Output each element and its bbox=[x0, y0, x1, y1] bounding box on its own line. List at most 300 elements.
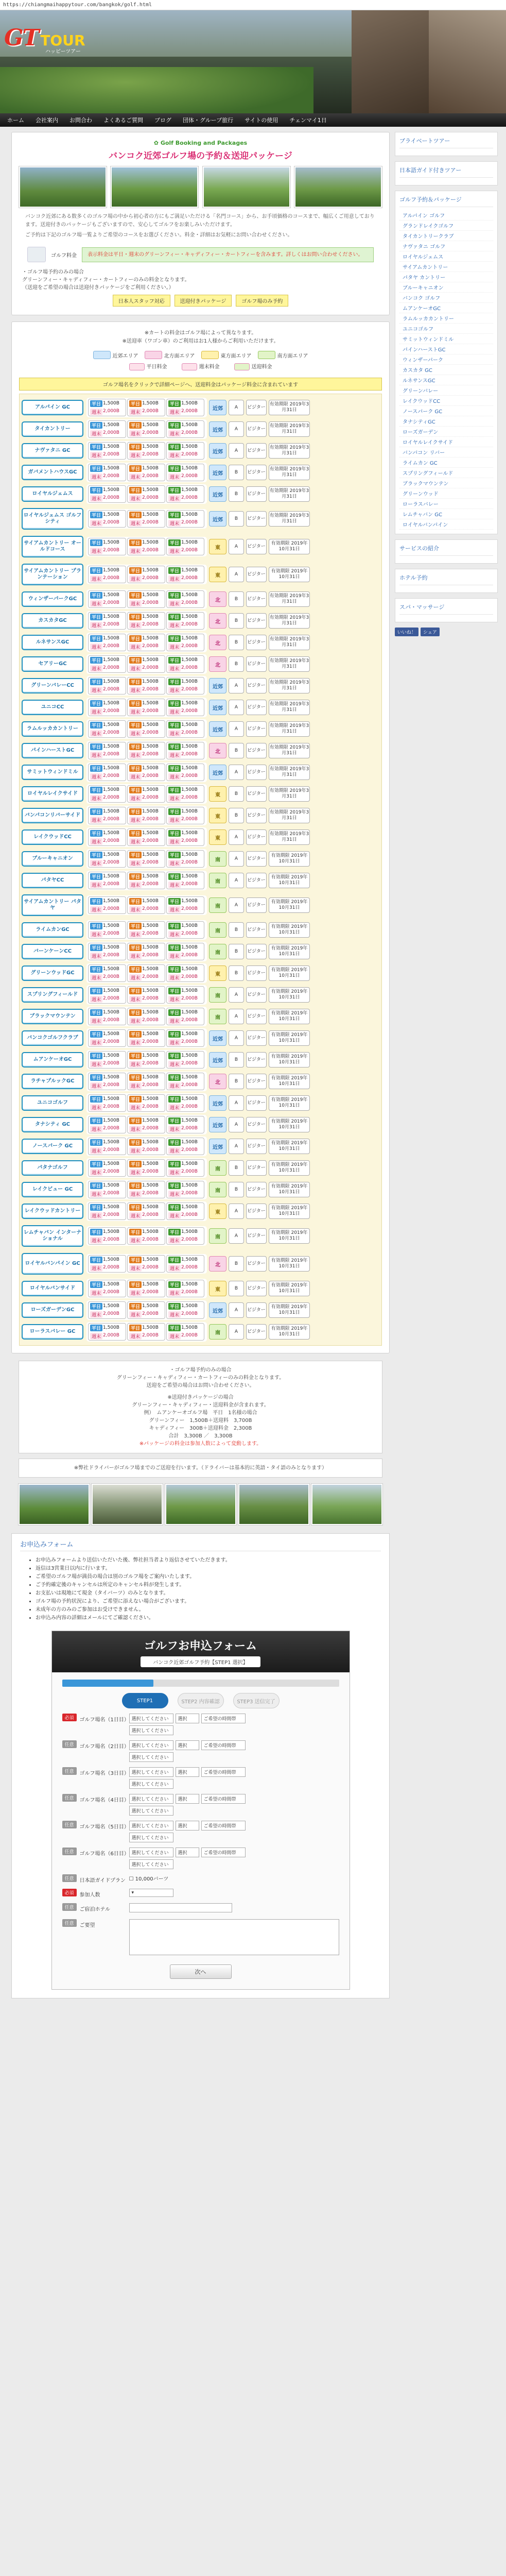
sidebar-item[interactable]: ローラスバレー bbox=[399, 499, 493, 509]
price-weekend: 2,000B bbox=[181, 1147, 198, 1153]
nav-item[interactable]: チェンマイ1日 bbox=[289, 117, 327, 124]
sidebar-item[interactable]: ウィンザーパーク bbox=[399, 354, 493, 365]
price-weekend-tag: 週末 bbox=[168, 643, 181, 650]
site-logo[interactable] bbox=[4, 25, 85, 55]
price-weekday-tag: 平日 bbox=[129, 1325, 142, 1331]
price-weekday-tag: 平日 bbox=[90, 635, 102, 642]
sidebar-item[interactable]: グランドレイクゴルフ bbox=[399, 221, 493, 231]
tee-select[interactable]: 選択してください bbox=[129, 1859, 173, 1869]
price-weekday: 1,500B bbox=[103, 874, 119, 879]
expiry-date: 有効期限 2019年3月31日 bbox=[269, 700, 310, 715]
price-cell bbox=[127, 1255, 165, 1273]
price-group bbox=[86, 985, 207, 1005]
price-weekend-tag: 週末 bbox=[129, 1147, 142, 1154]
sidebar-item[interactable]: ロイヤルレイクサイド bbox=[399, 437, 493, 447]
golf-course-select[interactable]: 選択してください bbox=[129, 1848, 173, 1857]
price-weekday-tag: 平日 bbox=[129, 592, 142, 599]
club-name-button[interactable]: セアリーGC bbox=[22, 656, 83, 672]
sidebar-item[interactable]: カスカタ GC bbox=[399, 365, 493, 375]
tab-plan[interactable]: 日本人スタッフ対応 bbox=[113, 295, 170, 307]
expiry-date: 有効期限 2019年10月31日 bbox=[269, 1117, 310, 1132]
golf-course-select[interactable]: 選択してください bbox=[129, 1767, 173, 1777]
club-name-button[interactable]: バンパコンリバーサイド bbox=[22, 808, 83, 823]
club-name-button[interactable]: レムチャバン インターナショナル bbox=[22, 1225, 83, 1247]
sidebar-item[interactable]: ブラックマウンテン bbox=[399, 478, 493, 488]
social-buttons bbox=[395, 628, 498, 636]
price-weekday-tag: 平日 bbox=[90, 614, 102, 620]
request-textarea[interactable] bbox=[129, 1919, 339, 1955]
tab-plan[interactable]: ゴルフ場のみ予約 bbox=[236, 295, 288, 307]
rank-badge: A bbox=[229, 1324, 244, 1340]
sidebar-item[interactable]: サミットウィンドミル bbox=[399, 334, 493, 344]
club-name-button[interactable]: グリーンウッドGC bbox=[22, 965, 83, 981]
tee-select[interactable]: 選択してください bbox=[129, 1806, 173, 1816]
address-bar[interactable]: https://chiangmaihappytour.com/bangkok/golf.html bbox=[0, 0, 506, 10]
price-weekend-tag: 週末 bbox=[129, 548, 142, 554]
date-select[interactable]: 選択 bbox=[176, 1821, 199, 1831]
gallery-photo-2 bbox=[92, 1484, 163, 1525]
rank-badge: B bbox=[229, 1052, 244, 1067]
price-weekend: 2,000B bbox=[142, 773, 159, 778]
sidebar-item[interactable]: ロイヤルバンパイン bbox=[399, 519, 493, 530]
price-weekday-tag: 平日 bbox=[129, 422, 142, 429]
tee-select[interactable]: 選択してください bbox=[129, 1779, 173, 1789]
club-name-button[interactable]: パタヤCC bbox=[22, 873, 83, 888]
sidebar-heading[interactable]: ブライベートツアー bbox=[399, 137, 493, 148]
club-name-button[interactable]: ロイヤルバンサイド bbox=[22, 1281, 83, 1296]
price-weekend-tag: 週末 bbox=[90, 430, 102, 437]
club-name-button[interactable]: ルネサンスGC bbox=[22, 635, 83, 650]
member-type: ビジター bbox=[246, 539, 267, 554]
price-cell bbox=[166, 1202, 204, 1220]
price-group bbox=[86, 1158, 207, 1178]
price-weekend-tag: 週末 bbox=[90, 860, 102, 867]
price-weekday: 1,500B bbox=[142, 899, 159, 904]
price-weekday: 1,500B bbox=[181, 1053, 198, 1058]
club-name-button[interactable]: ウィンザーパークGC bbox=[22, 591, 83, 607]
price-cell bbox=[166, 1323, 204, 1341]
club-name-button[interactable]: ラムルッカカントリー bbox=[22, 721, 83, 737]
time-select[interactable]: ご希望の時間帯 bbox=[201, 1740, 246, 1750]
price-cell bbox=[88, 1202, 126, 1220]
price-cell bbox=[88, 943, 126, 960]
sidebar-item[interactable]: バンパコン リバー bbox=[399, 447, 493, 457]
sidebar-heading[interactable]: 日本語ガイド付きツアー bbox=[399, 166, 493, 178]
price-weekend-tag: 週末 bbox=[129, 1126, 142, 1132]
price-weekend: 2,000B bbox=[103, 1333, 119, 1338]
price-weekend: 2,000B bbox=[181, 1265, 198, 1270]
sidebar-item[interactable]: ナヴァタニ ゴルフ bbox=[399, 241, 493, 251]
price-group bbox=[86, 611, 207, 631]
form-section-title: お申込みフォーム bbox=[20, 1539, 381, 1551]
price-weekday: 1,500B bbox=[142, 809, 159, 814]
nav-item[interactable]: ブログ bbox=[154, 117, 171, 124]
price-weekend: 2,000B bbox=[103, 1061, 119, 1066]
guide-checkbox[interactable]: ☐ bbox=[129, 1876, 135, 1882]
table-row bbox=[22, 533, 379, 560]
golf-course-select[interactable]: 選択してください bbox=[129, 1714, 173, 1723]
table-row bbox=[22, 1300, 379, 1320]
rank-badge: A bbox=[229, 851, 244, 867]
sidebar-item[interactable]: ユニコゴルフ bbox=[399, 324, 493, 334]
price-weekday: 1,500B bbox=[142, 923, 159, 928]
price-weekend-tag: 週末 bbox=[168, 996, 181, 1003]
price-weekday: 1,500B bbox=[142, 831, 159, 836]
price-group bbox=[86, 589, 207, 609]
price-weekend: 2,000B bbox=[142, 520, 159, 525]
golf-course-select[interactable]: 選択してください bbox=[129, 1821, 173, 1831]
required-badge: 任意 bbox=[62, 1794, 77, 1802]
info-line: 合計 3,300B ／ 3,300B bbox=[168, 1433, 233, 1439]
price-weekend-tag: 週末 bbox=[90, 882, 102, 888]
tab-plan[interactable]: 送迎付きパッケージ bbox=[175, 295, 232, 307]
price-weekday-tag: 平日 bbox=[90, 512, 102, 518]
price-cell bbox=[166, 785, 204, 803]
price-group bbox=[86, 1322, 207, 1342]
sidebar-item[interactable]: ノースパーク GC bbox=[399, 406, 493, 416]
club-name-button[interactable]: ライムカンGC bbox=[22, 922, 83, 938]
rank-badge: B bbox=[229, 1074, 244, 1089]
rank-badge: B bbox=[229, 486, 244, 502]
date-select[interactable]: 選択 bbox=[176, 1794, 199, 1804]
price-cell bbox=[127, 785, 165, 803]
price-weekday: 1,500B bbox=[142, 722, 159, 727]
price-weekday-tag: 平日 bbox=[90, 1031, 102, 1038]
price-weekday: 1,500B bbox=[181, 1031, 198, 1037]
price-group bbox=[86, 509, 207, 529]
optional-badge: 任意 bbox=[62, 1874, 77, 1882]
price-weekend-tag: 週末 bbox=[90, 687, 102, 693]
price-weekend: 2,000B bbox=[181, 752, 198, 757]
date-select[interactable]: 選択 bbox=[176, 1767, 199, 1777]
price-weekend-tag: 週末 bbox=[168, 1311, 181, 1318]
sidebar-item[interactable]: グリーンウッド bbox=[399, 488, 493, 499]
price-weekday: 1,500B bbox=[142, 401, 159, 406]
pax-select[interactable]: ▾ bbox=[129, 1889, 173, 1897]
table-row bbox=[22, 419, 379, 439]
step-2: STEP2 内容確認 bbox=[178, 1693, 224, 1708]
price-weekday-tag: 平日 bbox=[168, 592, 181, 599]
legend-swatch bbox=[182, 363, 197, 370]
club-name-button[interactable]: ガバメントハウスGC bbox=[22, 465, 83, 480]
area-badge: 近郊 bbox=[209, 1030, 226, 1046]
price-weekend: 2,000B bbox=[103, 1212, 119, 1217]
time-select[interactable]: ご希望の時間帯 bbox=[201, 1821, 246, 1831]
price-cell bbox=[127, 1323, 165, 1341]
like-button[interactable]: いいね！ bbox=[395, 628, 418, 636]
table-row bbox=[22, 849, 379, 869]
price-weekday-tag: 平日 bbox=[168, 1139, 181, 1146]
member-type: ビジター bbox=[246, 1074, 267, 1089]
golf-course-select[interactable]: 選択してください bbox=[129, 1740, 173, 1750]
club-name-button[interactable]: カスカタGC bbox=[22, 613, 83, 629]
price-weekday: 1,500B bbox=[181, 1183, 198, 1188]
field-body bbox=[129, 1848, 339, 1869]
price-cell bbox=[127, 1073, 165, 1090]
price-weekend: 2,000B bbox=[181, 622, 198, 627]
expiry-date: 有効期限 2019年10月31日 bbox=[269, 922, 310, 938]
club-name-button[interactable]: サイアムカントリー パタヤ bbox=[22, 894, 83, 916]
table-row bbox=[22, 920, 379, 940]
rank-badge: A bbox=[229, 678, 244, 693]
price-weekday: 1,500B bbox=[181, 988, 198, 993]
sidebar-heading[interactable]: ゴルフ予約＆パッケージ bbox=[399, 195, 493, 207]
price-group bbox=[86, 784, 207, 804]
price-weekend-tag: 週末 bbox=[129, 1311, 142, 1318]
price-weekday-tag: 平日 bbox=[168, 944, 181, 951]
price-group bbox=[86, 1072, 207, 1091]
time-select[interactable]: ご希望の時間帯 bbox=[201, 1794, 246, 1804]
club-name-button[interactable]: ナヴァタニ GC bbox=[22, 443, 83, 459]
member-type: ビジター bbox=[246, 721, 267, 737]
price-weekday-tag: 平日 bbox=[90, 487, 102, 494]
sidebar-heading[interactable]: サービスの紹介 bbox=[399, 544, 493, 556]
club-name-button[interactable]: ロイヤルジェムス bbox=[22, 486, 83, 502]
member-type: ビジター bbox=[246, 944, 267, 959]
club-name-button[interactable]: レイクビュー GC bbox=[22, 1182, 83, 1197]
club-name-button[interactable]: パインハーストGC bbox=[22, 743, 83, 758]
price-weekday: 1,500B bbox=[181, 899, 198, 904]
sidebar-item[interactable]: ローズガーデン bbox=[399, 427, 493, 437]
price-weekday: 1,500B bbox=[181, 744, 198, 749]
sidebar-item[interactable]: ブルーキャニオン bbox=[399, 282, 493, 293]
member-type: ビジター bbox=[246, 1228, 267, 1244]
price-weekend-tag: 週末 bbox=[129, 600, 142, 607]
legend-swatch bbox=[201, 351, 219, 359]
price-weekend-tag: 週末 bbox=[90, 495, 102, 502]
club-name-button[interactable]: サミットウィンドミル bbox=[22, 765, 83, 780]
expiry-date: 有効期限 2019年3月31日 bbox=[269, 808, 310, 823]
date-select[interactable]: 選択 bbox=[176, 1848, 199, 1857]
price-weekend-tag: 週末 bbox=[129, 1237, 142, 1244]
price-weekday-tag: 平日 bbox=[168, 787, 181, 793]
club-name-button[interactable]: タナシティ GC bbox=[22, 1117, 83, 1132]
expiry-date: 有効期限 2019年10月31日 bbox=[269, 1009, 310, 1024]
nav-item[interactable]: サイトの使用 bbox=[245, 117, 278, 124]
legend-label: 近郊エリア bbox=[112, 353, 138, 359]
date-select[interactable]: 選択 bbox=[176, 1740, 199, 1750]
price-weekday: 1,500B bbox=[181, 1229, 198, 1234]
price-weekend-tag: 週末 bbox=[129, 1104, 142, 1111]
info-line: グリーンフィー 1,500B＋送迎料 3,700B bbox=[149, 1418, 252, 1423]
area-badge: 近郊 bbox=[209, 1052, 226, 1067]
club-name-button[interactable]: ムアンケーオGC bbox=[22, 1052, 83, 1067]
member-type: ビジター bbox=[246, 421, 267, 437]
price-weekend: 2,000B bbox=[142, 860, 159, 865]
club-name-button[interactable]: レイクウッドカントリー bbox=[22, 1204, 83, 1219]
expiry-date: 有効期限 2019年10月31日 bbox=[269, 1182, 310, 1197]
price-weekend: 2,000B bbox=[103, 1104, 119, 1109]
price-cell bbox=[127, 742, 165, 759]
price-group bbox=[86, 827, 207, 847]
price-weekend: 2,000B bbox=[103, 548, 119, 553]
sidebar-heading[interactable]: スパ・マッサージ bbox=[399, 603, 493, 615]
club-name-button[interactable]: ロイヤルジェムス ゴルフシティ bbox=[22, 508, 83, 530]
price-group bbox=[86, 719, 207, 739]
price-cell bbox=[88, 420, 126, 438]
member-type: ビジター bbox=[246, 635, 267, 650]
price-weekday-tag: 平日 bbox=[129, 787, 142, 793]
member-type: ビジター bbox=[246, 700, 267, 715]
time-select[interactable]: ご希望の時間帯 bbox=[201, 1767, 246, 1777]
form-section bbox=[11, 1533, 390, 1998]
table-row bbox=[22, 870, 379, 891]
sidebar-item[interactable]: サイアムカントリー bbox=[399, 262, 493, 272]
price-weekday: 1,500B bbox=[142, 1140, 159, 1145]
table-row bbox=[22, 654, 379, 674]
club-name-button[interactable]: バーンケーンCC bbox=[22, 944, 83, 959]
price-weekday-tag: 平日 bbox=[129, 852, 142, 858]
price-weekend-tag: 週末 bbox=[168, 1104, 181, 1111]
sidebar-item[interactable]: レイクウッドCC bbox=[399, 396, 493, 406]
price-weekday: 1,500B bbox=[181, 1282, 198, 1287]
price-group bbox=[86, 1254, 207, 1274]
expiry-date: 有効期限 2019年3月31日 bbox=[269, 656, 310, 672]
sidebar-item[interactable]: ムアンケーオGC bbox=[399, 303, 493, 313]
club-name-button[interactable]: グリーンバレーCC bbox=[22, 678, 83, 693]
price-group bbox=[86, 484, 207, 504]
price-weekend-tag: 週末 bbox=[168, 575, 181, 582]
sidebar-item[interactable]: ラムルッカカントリー bbox=[399, 313, 493, 324]
rank-badge: A bbox=[229, 400, 244, 415]
sidebar-item[interactable]: スプリングフィールド bbox=[399, 468, 493, 478]
price-weekday: 1,500B bbox=[142, 1118, 159, 1123]
nav-item[interactable]: よくあるご質問 bbox=[103, 117, 143, 124]
sidebar-item[interactable]: タイカントリークラブ bbox=[399, 231, 493, 241]
rank-badge: A bbox=[229, 1204, 244, 1219]
club-name-button[interactable]: ブルーキャニオン bbox=[22, 851, 83, 867]
field-label: ゴルフ場名（1日目） bbox=[79, 1717, 129, 1723]
nav-item[interactable]: 団体・グループ旅行 bbox=[183, 117, 234, 124]
field-body bbox=[129, 1767, 339, 1789]
price-weekday: 1,500B bbox=[103, 1183, 119, 1188]
price-weekday: 1,500B bbox=[181, 1096, 198, 1101]
table-row bbox=[22, 963, 379, 984]
price-weekend: 2,000B bbox=[142, 409, 159, 414]
hero-photo-3 bbox=[203, 166, 290, 208]
nav-item[interactable]: お問合わ bbox=[69, 117, 92, 124]
club-name-button[interactable]: ラチャプルックGC bbox=[22, 1074, 83, 1089]
club-name-button[interactable]: ノースパーク GC bbox=[22, 1139, 83, 1154]
share-button[interactable]: シェア bbox=[421, 628, 440, 636]
area-badge: 南 bbox=[209, 987, 226, 1003]
hotel-input[interactable] bbox=[129, 1903, 232, 1912]
price-cell bbox=[127, 986, 165, 1004]
member-type: ビジター bbox=[246, 873, 267, 888]
expiry-date: 有効期限 2019年10月31日 bbox=[269, 1204, 310, 1219]
nav-item[interactable]: 会社案内 bbox=[36, 117, 58, 124]
sidebar-item[interactable]: パインハーストGC bbox=[399, 344, 493, 354]
club-name-button[interactable]: アルパイン GC bbox=[22, 400, 83, 415]
table-row bbox=[22, 762, 379, 783]
price-cell bbox=[127, 1138, 165, 1155]
price-weekday: 1,500B bbox=[142, 945, 159, 950]
price-cell bbox=[127, 464, 165, 481]
golf-course-select[interactable]: 選択してください bbox=[129, 1794, 173, 1804]
area-badge: 近郊 bbox=[209, 400, 226, 415]
sidebar-item[interactable]: グリーンバレー bbox=[399, 385, 493, 396]
price-weekend-tag: 週末 bbox=[168, 1018, 181, 1024]
form-row bbox=[62, 1740, 339, 1762]
date-select[interactable]: 選択 bbox=[176, 1714, 199, 1723]
club-name-button[interactable]: サイアムカントリー プランテーション bbox=[22, 564, 83, 585]
table-row bbox=[22, 1049, 379, 1070]
price-weekend-tag: 週末 bbox=[90, 665, 102, 672]
club-name-button[interactable]: ローラスバレー GC bbox=[22, 1324, 83, 1340]
time-select[interactable]: ご希望の時間帯 bbox=[201, 1714, 246, 1723]
price-weekday-tag: 平日 bbox=[129, 1182, 142, 1189]
club-name-button[interactable]: サイアムカントリー オールドコース bbox=[22, 536, 83, 557]
price-weekday: 1,500B bbox=[142, 766, 159, 771]
nav-item[interactable]: ホーム bbox=[7, 117, 24, 124]
form-note-item: • お申込みフォームより送信いただいた後、弊社担当者より返信させていただきます。 bbox=[36, 1556, 381, 1565]
table-row bbox=[22, 1028, 379, 1048]
club-name-button[interactable]: タイカントリー bbox=[22, 421, 83, 437]
price-weekend: 2,000B bbox=[181, 1082, 198, 1088]
sidebar-item[interactable]: ライムカン GC bbox=[399, 457, 493, 468]
sidebar-heading[interactable]: ホテル予約 bbox=[399, 573, 493, 585]
price-weekday-tag: 平日 bbox=[168, 679, 181, 685]
club-name-button[interactable]: ロイヤルレイクサイド bbox=[22, 786, 83, 802]
tee-select[interactable]: 選択してください bbox=[129, 1833, 173, 1842]
price-weekday-tag: 平日 bbox=[90, 592, 102, 599]
price-weekday: 1,500B bbox=[103, 512, 119, 517]
rank-badge: A bbox=[229, 700, 244, 715]
tee-select[interactable]: 選択してください bbox=[129, 1752, 173, 1762]
club-name-button[interactable]: パタナゴルフ bbox=[22, 1160, 83, 1176]
next-button[interactable]: 次へ bbox=[170, 1964, 232, 1979]
club-name-button[interactable]: バンコクゴルフクラブ bbox=[22, 1030, 83, 1046]
time-select[interactable]: ご希望の時間帯 bbox=[201, 1848, 246, 1857]
price-weekend: 2,000B bbox=[103, 495, 119, 500]
club-name-button[interactable]: ユニコCC bbox=[22, 700, 83, 715]
price-weekend-tag: 週末 bbox=[129, 495, 142, 502]
price-weekday: 1,500B bbox=[181, 1118, 198, 1123]
area-badge: 東 bbox=[209, 829, 226, 845]
sidebar-item[interactable]: レムチャバン GC bbox=[399, 509, 493, 519]
club-name-button[interactable]: スプリングフィールド bbox=[22, 987, 83, 1003]
club-name-button[interactable]: レイクウッドCC bbox=[22, 829, 83, 845]
banner-photo-golfer bbox=[429, 10, 506, 113]
price-weekend: 2,000B bbox=[181, 996, 198, 1001]
price-weekday-tag: 平日 bbox=[90, 722, 102, 728]
field-label: ご要望 bbox=[79, 1923, 95, 1928]
price-weekday: 1,500B bbox=[103, 540, 119, 545]
sidebar-item[interactable]: ルネサンスGC bbox=[399, 375, 493, 385]
sidebar-item[interactable]: タナシティGC bbox=[399, 416, 493, 427]
sidebar-item[interactable]: アルパイン ゴルフ bbox=[399, 210, 493, 221]
price-cell bbox=[127, 850, 165, 868]
club-name-button[interactable]: ロイヤルバンパイン GC bbox=[22, 1253, 83, 1275]
tee-select[interactable]: 選択してください bbox=[129, 1725, 173, 1735]
area-badge: 南 bbox=[209, 851, 226, 867]
sidebar-item[interactable]: パタヤ カントリー bbox=[399, 272, 493, 282]
price-weekend: 2,000B bbox=[103, 600, 119, 605]
club-name-button[interactable]: ブラックマウンテン bbox=[22, 1009, 83, 1024]
table-row bbox=[22, 827, 379, 848]
price-weekend: 2,000B bbox=[103, 752, 119, 757]
price-weekend-tag: 週末 bbox=[90, 1039, 102, 1046]
sidebar-item[interactable]: バンコク ゴルフ bbox=[399, 293, 493, 303]
club-name-button[interactable]: ユニコゴルフ bbox=[22, 1095, 83, 1111]
sidebar-item[interactable]: ロイヤルジェムス bbox=[399, 251, 493, 262]
price-weekend: 2,000B bbox=[142, 838, 159, 843]
price-weekday-tag: 平日 bbox=[90, 852, 102, 858]
club-name-button[interactable]: ローズガーデンGC bbox=[22, 1302, 83, 1318]
member-type: ビジター bbox=[246, 786, 267, 802]
price-weekend-tag: 週末 bbox=[129, 708, 142, 715]
member-type: ビジター bbox=[246, 808, 267, 823]
